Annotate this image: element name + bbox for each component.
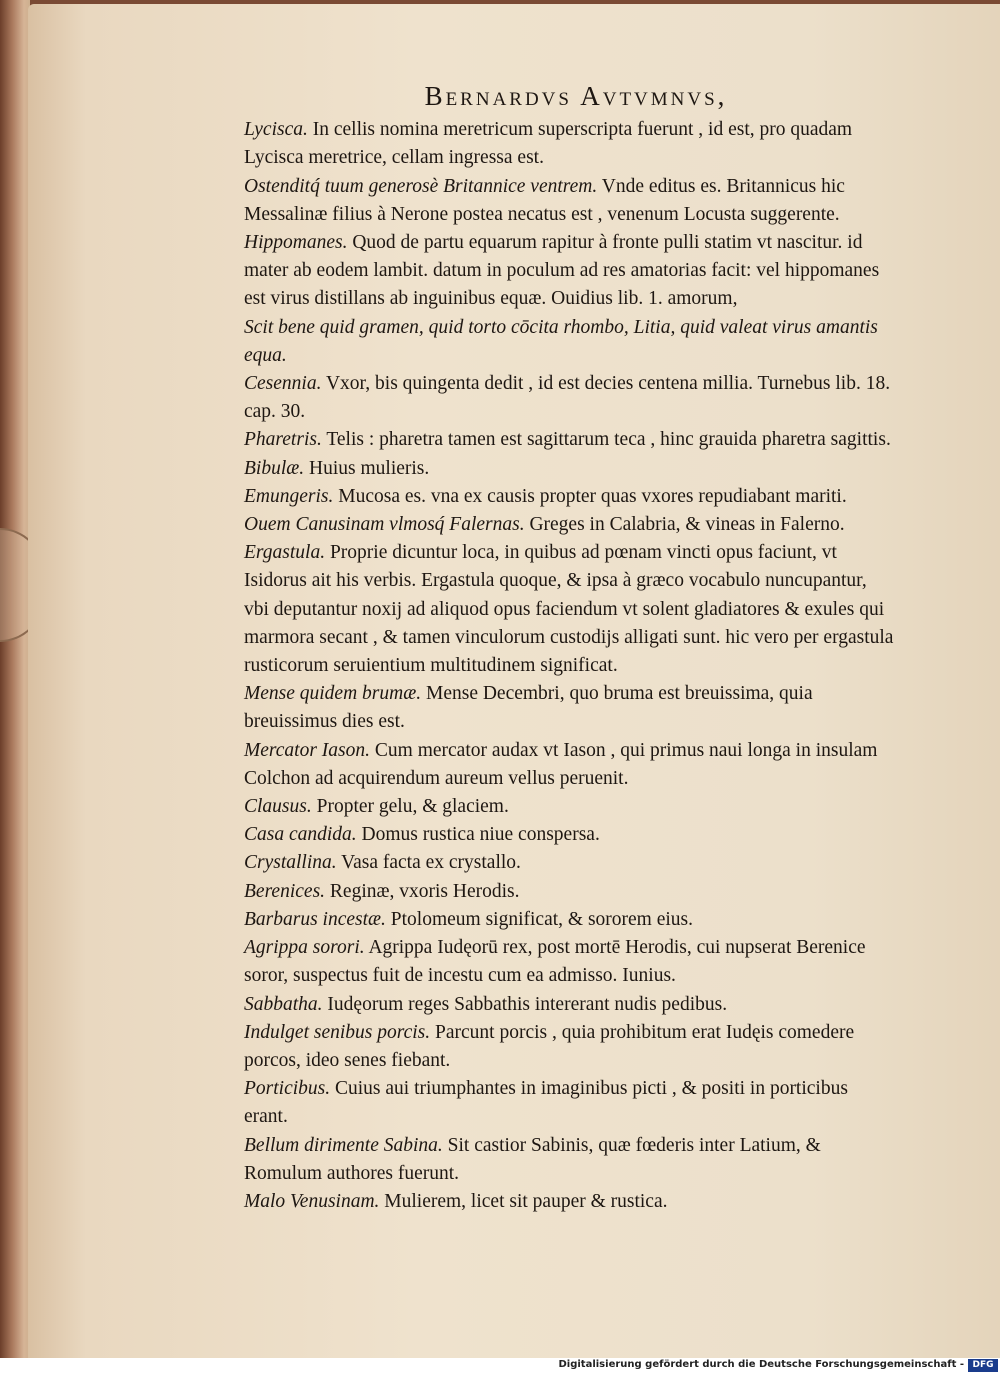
entry-gloss: Telis : pharetra tamen est sagittarum teca , hinc grauida pharetra sagittis. bbox=[321, 429, 891, 451]
entry-lemma: Malo Venusinam. bbox=[244, 1190, 380, 1212]
entry-lemma: Porticibus. bbox=[244, 1078, 331, 1100]
commentary-entry bbox=[216, 370, 896, 426]
dfg-logo: DFG bbox=[968, 1359, 998, 1372]
entry-lemma: Indulget senibus porcis. bbox=[244, 1021, 431, 1043]
entry-gloss: Mucosa es. vna ex causis propter quas vxores repudiabant mariti. bbox=[333, 485, 847, 507]
entry-lemma: Emungeris. bbox=[244, 485, 334, 507]
entry-gloss: Huius mulieris. bbox=[304, 457, 430, 479]
entry-gloss: Proprie dicuntur loca, in quibus ad pœnam vincti opus faciunt, vt Isidorus ait his verbis. Ergastula quoque, & ipsa à græco vocabulo nuncupantur, vbi deputantur noxij ad aliquod opus faciendum vt solent gladiatores & exules qui marmora secant , & tamen vinculorum custodijs alligati sunt. hic vero per ergastula rusticorum seruientium multitudinem significat. bbox=[244, 542, 894, 677]
entry-gloss: Propter gelu, & glaciem. bbox=[311, 796, 509, 818]
book-edge bbox=[0, 0, 30, 1358]
entry-gloss: Sit castior Sabinis, quæ fœderis inter Latium, & Romulum authores fuerunt. bbox=[244, 1134, 821, 1184]
entry-lemma: Mercator Iason. bbox=[244, 739, 371, 761]
entry-lemma: Scit bene quid gramen, quid torto cōcita rhombo, Litia, quid valeat virus amantis equa. bbox=[244, 316, 878, 366]
text-column bbox=[216, 82, 896, 1216]
entry-lemma: Casa candida. bbox=[244, 824, 357, 846]
entry-lemma: Cesennia. bbox=[244, 373, 322, 395]
entry-gloss: Greges in Calabria, & vineas in Falerno. bbox=[524, 514, 845, 536]
commentary-entry bbox=[216, 1019, 896, 1075]
entry-lemma: Sabbatha. bbox=[244, 993, 323, 1015]
commentary-entry bbox=[216, 539, 896, 680]
commentary-entry bbox=[216, 426, 896, 454]
commentary-entry bbox=[216, 821, 896, 849]
entry-lemma: Bibulæ. bbox=[244, 457, 305, 479]
entry-gloss: Quod de partu equarum rapitur à fronte pulli statim vt nascitur. id mater ab eodem lambit. datum in poculum ad res amatorias facit: vel hippomanes est virus distillans ab inguinibus equæ. Ouidius lib. 1. amorum, bbox=[244, 232, 880, 310]
entry-gloss: Cuius aui triumphantes in imaginibus picti , & positi in porticibus erant. bbox=[244, 1078, 848, 1128]
entry-gloss: Reginæ, vxoris Herodis. bbox=[325, 880, 520, 902]
commentary-entry bbox=[216, 793, 896, 821]
entry-lemma: Mense quidem brumæ. bbox=[244, 683, 422, 705]
entry-gloss: Parcunt porcis , quia prohibitum erat Iudęis comedere porcos, ideo senes fiebant. bbox=[244, 1021, 855, 1071]
entry-gloss: Vasa facta ex crystallo. bbox=[336, 852, 521, 874]
commentary-entry bbox=[216, 906, 896, 934]
entry-lemma: Barbarus incestæ. bbox=[244, 908, 386, 930]
commentary-entry bbox=[216, 991, 896, 1019]
entry-gloss: Iudęorum reges Sabbathis intererant nudis pedibus. bbox=[322, 993, 728, 1015]
entry-lemma: Berenices. bbox=[244, 880, 326, 902]
commentary-entry bbox=[216, 878, 896, 906]
commentary-entry bbox=[216, 511, 896, 539]
commentary-entry bbox=[216, 1188, 896, 1216]
entry-lemma: Pharetris. bbox=[244, 429, 322, 451]
commentary-entry bbox=[216, 1075, 896, 1131]
commentary-entry bbox=[216, 849, 896, 877]
entry-lemma: Ouem Canusinam vlmosq́ Falernas. bbox=[244, 514, 525, 536]
entry-gloss: Cum mercator audax vt Iason , qui primus naui longa in insulam Colchon ad acquirendum aureum vellus peruenit. bbox=[244, 739, 878, 789]
entry-gloss: Vxor, bis quingenta dedit , id est decies centena millia. Turnebus lib. 18. cap. 30. bbox=[244, 373, 891, 423]
entry-lemma: Hippomanes. bbox=[244, 232, 348, 254]
commentary-entry bbox=[216, 483, 896, 511]
entry-gloss: Agrippa Iudęorū rex, post mortē Herodis, cui nupserat Berenice soror, suspectus fuit de incestu cum ea admisso. Iunius. bbox=[244, 937, 866, 987]
entry-gloss: Ptolomeum significat, & sororem eius. bbox=[385, 908, 694, 930]
commentary-entry bbox=[216, 116, 896, 172]
commentary-entry bbox=[216, 455, 896, 483]
entry-lemma: Ostenditq́ tuum generosè Britannice ventrem. bbox=[244, 175, 598, 197]
commentary-entry bbox=[216, 229, 896, 314]
footer-bar bbox=[0, 1358, 1000, 1374]
entry-gloss: Mulierem, licet sit pauper & rustica. bbox=[379, 1190, 668, 1212]
commentary-entry bbox=[216, 314, 896, 370]
entry-lemma: Agrippa sorori. bbox=[244, 937, 365, 959]
commentary-entry bbox=[216, 680, 896, 736]
entry-gloss: Vnde editus es. Britannicus hic Messalinæ filius à Nerone postea necatus est , venenum Locusta suggerente. bbox=[244, 175, 845, 225]
commentary-entry bbox=[216, 173, 896, 229]
running-header: Bernardvs Avtvmnvs, bbox=[424, 81, 728, 111]
entry-gloss: Mense Decembri, quo bruma est breuissima, quia breuissimus dies est. bbox=[244, 683, 813, 733]
commentary-entry bbox=[216, 1132, 896, 1188]
entry-gloss: In cellis nomina meretricum superscripta fuerunt , id est, pro quadam Lycisca meretrice, cellam ingressa est. bbox=[244, 119, 853, 169]
entry-list bbox=[216, 116, 896, 1216]
entry-gloss: Domus rustica niue conspersa. bbox=[356, 824, 600, 846]
footer-credit: Digitalisierung gefördert durch die Deutsche Forschungsgemeinschaft - bbox=[558, 1359, 964, 1370]
commentary-entry bbox=[216, 737, 896, 793]
entry-lemma: Bellum dirimente Sabina. bbox=[244, 1134, 443, 1156]
entry-lemma: Ergastula. bbox=[244, 542, 326, 564]
entry-lemma: Lycisca. bbox=[244, 119, 308, 141]
commentary-entry bbox=[216, 934, 896, 990]
entry-lemma: Crystallina. bbox=[244, 852, 337, 874]
entry-lemma: Clausus. bbox=[244, 796, 312, 818]
